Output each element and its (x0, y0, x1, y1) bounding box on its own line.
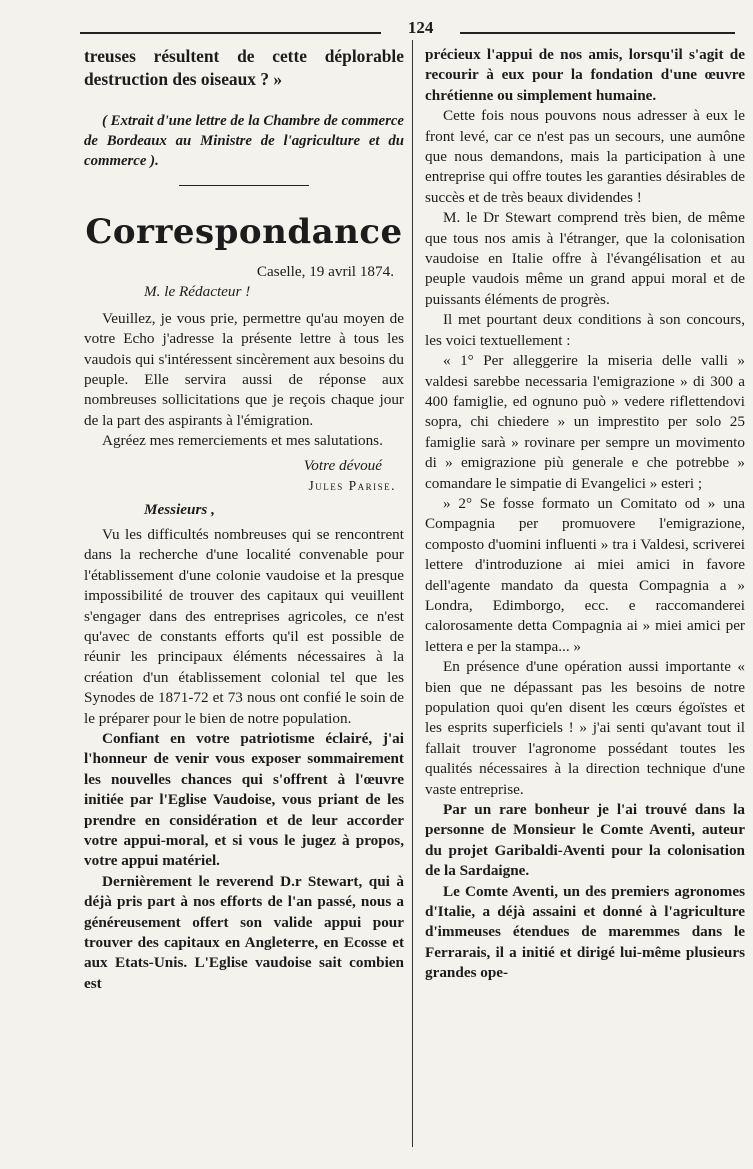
paragraph: précieux l'appui de nos amis, lorsqu'il s'agit de recourir à eux pour la fondation d'une œuvre chrétienne ou simplement humaine. (425, 46, 745, 104)
signature: Jules Parise. (308, 478, 396, 494)
paragraph: Veuillez, je vous prie, permettre qu'au moyen de votre Echo j'adresse la présente lettre à tous les vaudois qui s'intéressent sincèrement aux besoins du peuple. Elle servira aussi de réponse aux nombreuses sollicitations que je reçois chaque jour de la part des aspirants à l'émigration. (84, 309, 404, 429)
paragraph: Il met pourtant deux conditions à son concours, les voici textuellement : (425, 311, 745, 349)
salutation: M. le Rédacteur ! (144, 283, 251, 301)
page-number: 124 (407, 18, 434, 37)
signoff: Votre dévoué (303, 456, 382, 474)
quote-paragraph: » 2° Se fosse formato un Comitato od » una Compagnia per promuovere l'emigrazione, composto d'uomini influenti » tra i Valdesi, scriverei lettere d'introduzione ai miei amici in favore dell'agente mandato da questa Compagnia a » Londra, Edimborgo, ecc. e raccomanderei calorosamente detta Compagnia ai » miei amici per lettera e per la stampa... » (425, 494, 745, 655)
paragraph: Le Comte Aventi, un des premiers agronomes d'Italie, a déjà assaini et donné à l'agriculture d'immeuses étendues de maremmes dans le Ferrarais, il a initié et dirigé lui-même plusieurs grandes ope- (425, 882, 745, 982)
section-separator (179, 185, 309, 186)
quote-paragraph: « 1° Per alleggerire la miseria delle valli » valdesi sarebbe necessaria l'emigrazione » di 300 a 400 famiglie, ed ognuno può » vedere riflettendovi sopra, chi chiedere » un imprestito per solo 25 famiglie sarà » rovinare per sempre un movimento di » emigrazione più generale e che potrebbe » comandare le simpatie di Evangelici » esteri ; (425, 352, 745, 492)
paragraph: Dernièrement le reverend D.r Stewart, qui à déjà pris part à nos efforts de l'an passé, nous a généreusement offert son valide appui pour trouver des capitaux en Angleterre, en Ecosse et aux Etats-Unis. L'Eglise vaudoise sait combien est (84, 872, 404, 992)
paragraph: Confiant en votre patriotisme éclairé, j'ai l'honneur de venir vous exposer sommairement les nouvelles chances qui s'offrent à l'œuvre initiée par l'Eglise Vaudoise, vous priant de les prendre en considération et de leur accorder votre appui-moral, et si vous le jugez à propos, votre appui matériel. (84, 729, 404, 870)
extract-note: ( Extrait d'une lettre de la Chambre de commerce de Bordeaux au Ministre de l'agriculture et du commerce ). (84, 113, 404, 169)
header-rule-right (460, 32, 735, 34)
column-divider (412, 40, 413, 1147)
section-title: Correspondance (85, 212, 403, 252)
paragraph: Agréez mes remerciements et mes salutations. (102, 432, 383, 450)
left-column (84, 45, 404, 1149)
paragraph: M. le Dr Stewart comprend très bien, de même que tous nos amis à l'étranger, que la colonisation vaudoise en Italie offre à l'évangélisation et au peuple vaudois même un grand appui moral et de puissants éléments de progrès. (425, 209, 745, 308)
right-column (425, 45, 745, 1149)
paragraph: En présence d'une opération aussi importante « bien que ne dépassant pas les besoins de notre population quoi qu'en disent les cœurs égoïstes et les esprits superficiels ! » j'ai senti qu'avant tout il fallait trouver l'agronome possédant toutes les qualités nécessaires à la direction technique d'une vaste entreprise. (425, 658, 745, 798)
paragraph: Par un rare bonheur je l'ai trouvé dans la personne de Monsieur le Comte Aventi, auteur du projet Garibaldi-Aventi pour la colonisation de la Sardaigne. (425, 801, 745, 880)
paragraph: Cette fois nous pouvons nous adresser à eux le front levé, car ce n'est pas un secours, une aumône que nous demandons, mais la participation à une entreprise qui offre toutes les garanties désirables de succès et de très beaux dividendes ! (425, 107, 745, 206)
header-rule-left (80, 32, 381, 34)
messieurs-heading: Messieurs , (144, 501, 215, 519)
dateline: Caselle, 19 avril 1874. (256, 263, 394, 280)
opening-text: treuses résultent de cette déplorable destruction des oiseaux ? » (84, 46, 404, 89)
paragraph: Vu les difficultés nombreuses qui se rencontrent dans la recherche d'une localité convenable pour l'établissement d'une colonie vaudoise et la presque impossibilité de trouver des capitaux qui veuillent s'engager dans des entreprises agricoles, ce n'est qu'avec de constants efforts qu'il est possible de réunir les principaux éléments nécessaires à la création d'un établissement colonial tel que les Synodes de 1871-72 et 73 nous ont confié le soin de le préparer pour le bien de notre population. (84, 525, 404, 727)
page-header (80, 20, 735, 36)
